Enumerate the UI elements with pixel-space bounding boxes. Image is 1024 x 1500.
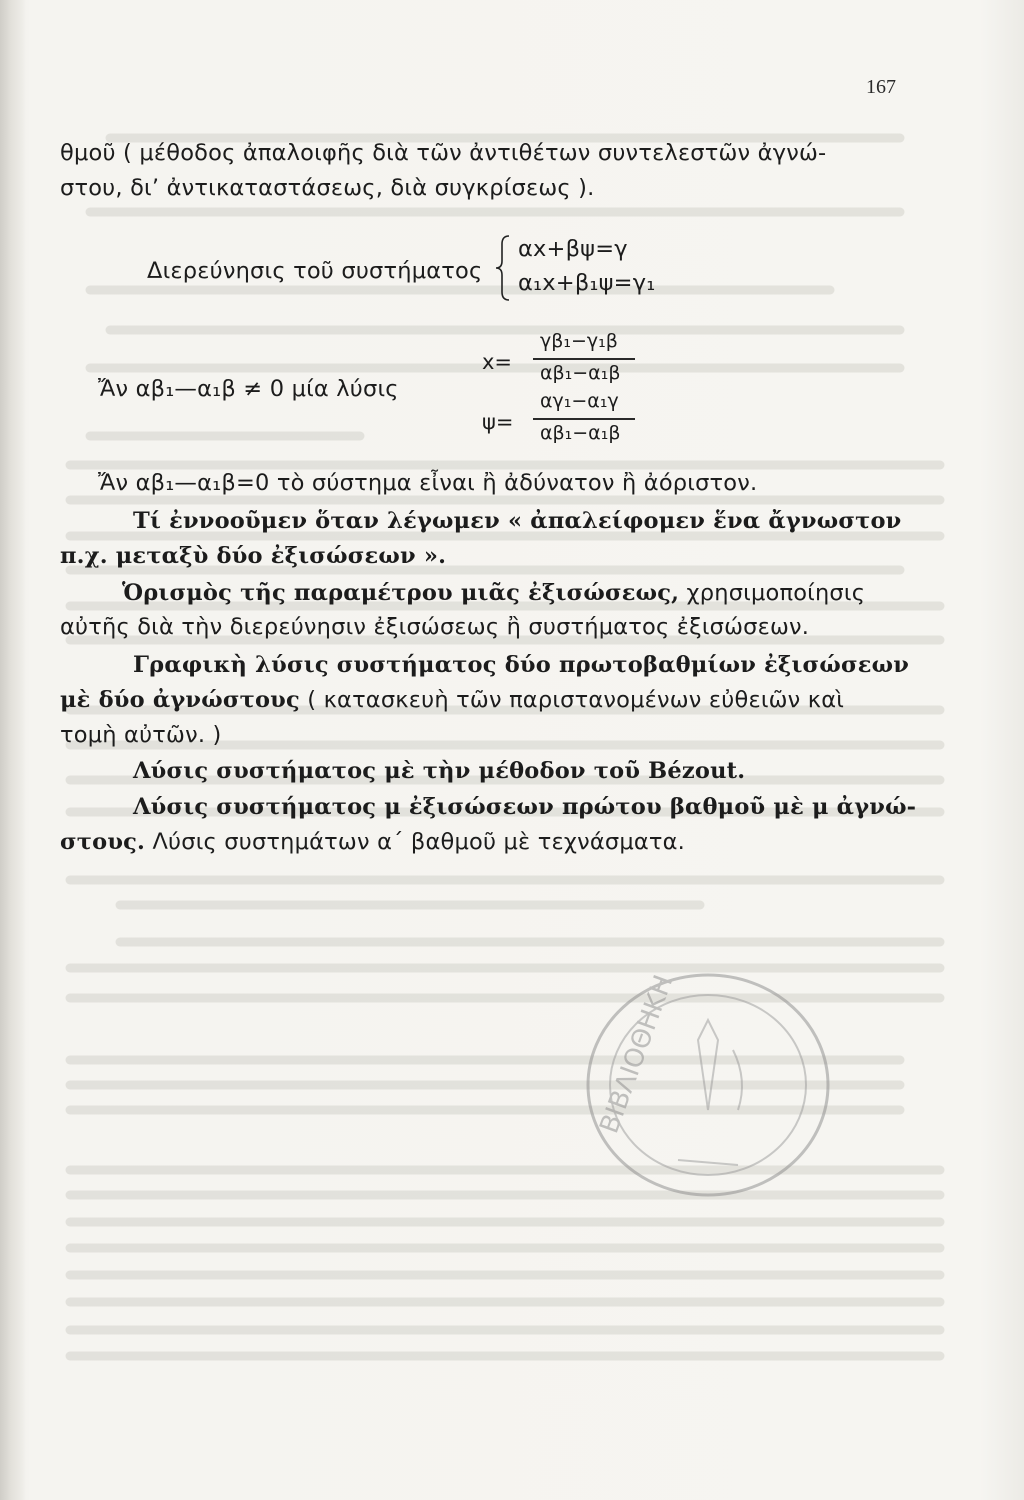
bold-heading-line: Γραφικὴ λύσις συστήματος δύο πρωτοβαθμίων ἐξισώσεων bbox=[133, 652, 910, 678]
x-lhs: x= bbox=[482, 350, 513, 374]
x-denominator: αβ₁−α₁β bbox=[540, 362, 621, 384]
svg-text:ΒΙΒΛΙΟΘΗΚΗ: ΒΙΒΛΙΟΘΗΚΗ bbox=[594, 971, 680, 1138]
final-heading: στους. bbox=[60, 829, 146, 855]
x-numerator: γβ₁−γ₁β bbox=[540, 330, 618, 352]
graph-heading: μὲ δύο ἀγνώστους bbox=[60, 687, 300, 713]
parameter-line bbox=[122, 580, 865, 606]
equation-2: α₁x+β₁ψ=γ₁ bbox=[518, 270, 656, 296]
paragraph-line: αὐτῆς διὰ τὴν διερεύνησιν ἐξισώσεως ἢ συστήματος ἐξισώσεων. bbox=[60, 614, 810, 640]
x-fraction-bar bbox=[533, 358, 635, 360]
parameter-heading: Ὁρισμὸς τῆς παραμέτρου μιᾶς ἐξισώσεως, bbox=[122, 580, 680, 606]
equation-1: αx+βψ=γ bbox=[518, 236, 628, 262]
final-line bbox=[60, 829, 685, 855]
page-number: 167 bbox=[866, 76, 896, 98]
y-fraction-bar bbox=[533, 418, 635, 420]
paragraph-line: θμοῦ ( μέθοδος ἀπαλοιφῆς διὰ τῶν ἀντιθέτων συντελεστῶν ἀγνώ- bbox=[60, 140, 827, 166]
y-numerator: αγ₁−α₁γ bbox=[540, 390, 619, 412]
library-stamp-icon bbox=[548, 960, 848, 1220]
case-zero-line: Ἄν αβ₁—α₁β=0 τὸ σύστημα εἶναι ἢ ἀδύνατον ἢ ἀόριστον. bbox=[98, 470, 758, 496]
left-brace-icon bbox=[494, 234, 512, 302]
bold-heading-line: Λύσις συστήματος μὲ τὴν μέθοδον τοῦ Bézout. bbox=[133, 758, 746, 784]
bold-heading-line: Λύσις συστήματος μ ἐξισώσεων πρώτου βαθμοῦ μὲ μ ἀγνώ- bbox=[133, 794, 917, 820]
paragraph-line: στου, δι’ ἀντικαταστάσεως, διὰ συγκρίσεως ). bbox=[60, 175, 595, 201]
bold-heading-line: π.χ. μεταξὺ δύο ἐξισώσεων ». bbox=[60, 543, 447, 569]
final-text: Λύσις συστημάτων α΄ βαθμοῦ μὲ τεχνάσματα. bbox=[145, 829, 686, 855]
y-denominator: αβ₁−α₁β bbox=[540, 422, 621, 444]
system-label: Διερεύνησις τοῦ συστήματος bbox=[147, 258, 483, 284]
graph-text: ( κατασκευὴ τῶν παριστανομένων εὐθειῶν καὶ bbox=[299, 687, 845, 713]
y-lhs: ψ= bbox=[482, 410, 514, 434]
case-nonzero-label: Ἄν αβ₁—α₁β ≠ 0 μία λύσις bbox=[98, 376, 399, 402]
graph-line bbox=[60, 687, 844, 713]
bold-heading-line: Τί ἐννοοῦμεν ὅταν λέγωμεν « ἀπαλείφομεν ἕνα ἄγνωστον bbox=[133, 508, 902, 534]
parameter-text: χρησιμοποίησις bbox=[679, 580, 866, 606]
paragraph-line: τομὴ αὐτῶν. ) bbox=[60, 722, 222, 748]
